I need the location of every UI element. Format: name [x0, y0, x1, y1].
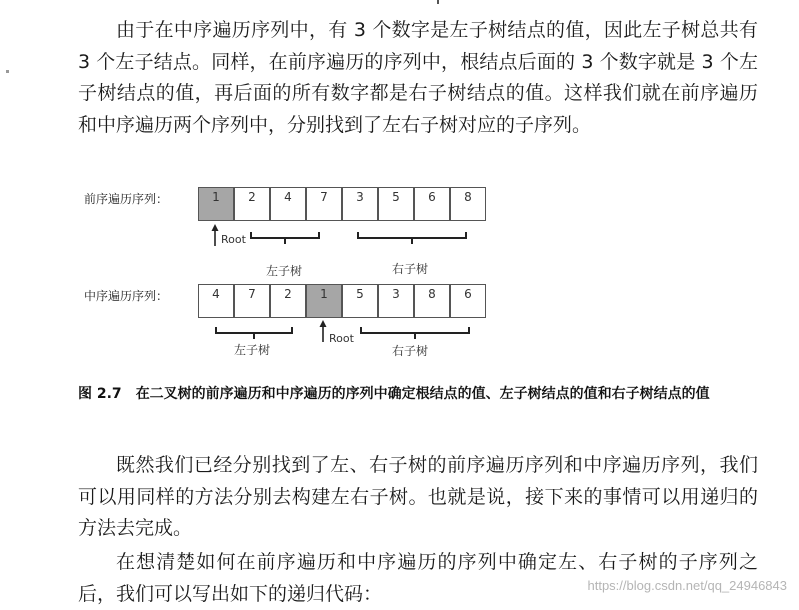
preorder-cell-4: 7 — [306, 187, 342, 221]
preorder-label: 前序遍历序列： — [84, 192, 169, 206]
preorder-right-brace — [357, 232, 467, 239]
inorder-left-brace-tick — [253, 334, 255, 339]
paragraph-recursion: 既然我们已经分别找到了左、右子树的前序遍历序列和中序遍历序列，我们可以用同样的方法分别去构建左右子树。也就是说，接下来的事情可以用递归的方法去完成。 — [78, 454, 758, 539]
figure-caption — [78, 380, 758, 408]
inorder-cell-1: 4 — [198, 284, 234, 318]
inorder-cell-8: 6 — [450, 284, 486, 318]
inorder-left-brace — [215, 327, 293, 334]
inorder-cell-4: 1 — [306, 284, 342, 318]
figure-number: 图 2.7 — [78, 386, 122, 402]
inorder-cell-7: 8 — [414, 284, 450, 318]
inorder-label: 中序遍历序列： — [84, 289, 169, 303]
figure-caption-text: 在二叉树的前序遍历和中序遍历的序列中确定根结点的值、左子树结点的值和右子树结点的值 — [135, 386, 710, 402]
paragraph-code-intro: 在想清楚如何在前序遍历和中序遍历的序列中确定左、右子树的子序列之后，我们可以写出如下的递归代码： — [78, 551, 758, 605]
inorder-cell-5: 5 — [342, 284, 378, 318]
inorder-right-brace-tick — [414, 334, 416, 339]
preorder-left-subtree-label: 左子树 — [266, 264, 303, 278]
preorder-cell-1: 1 — [198, 187, 234, 221]
preorder-cell-8: 8 — [450, 187, 486, 221]
inorder-cell-6: 3 — [378, 284, 414, 318]
preorder-right-brace-tick — [411, 239, 413, 244]
preorder-root-label: Root — [221, 233, 246, 246]
preorder-left-brace — [250, 232, 320, 239]
preorder-cell-6: 5 — [378, 187, 414, 221]
margin-dot — [6, 70, 9, 73]
inorder-cell-3: 2 — [270, 284, 306, 318]
inorder-root-arrow-icon — [318, 320, 328, 342]
preorder-cell-7: 6 — [414, 187, 450, 221]
preorder-root-arrow-icon — [210, 224, 220, 246]
preorder-left-brace-tick — [284, 239, 286, 244]
inorder-cell-2: 7 — [234, 284, 270, 318]
watermark: https://blog.csdn.net/qq_24946843 — [587, 578, 787, 593]
preorder-cell-3: 4 — [270, 187, 306, 221]
page-top-mark — [437, 0, 439, 4]
preorder-cell-5: 3 — [342, 187, 378, 221]
paragraph-subtree-explanation: 由于在中序遍历序列中，有 3 个数字是左子树结点的值，因此左子树总共有 3 个左子结点。同样，在前序遍历的序列中，根结点后面的 3 个数字就是 3 个左子树结点的值，再后面的所有数字都是右子树结点的值。这样我们就在前序遍历和中序遍历两个序列中，分别找到了左右子树对应的子序列。 — [78, 19, 758, 136]
inorder-right-brace — [360, 327, 470, 334]
inorder-left-subtree-label: 左子树 — [234, 343, 271, 357]
preorder-right-subtree-label: 右子树 — [392, 262, 429, 276]
inorder-right-subtree-label: 右子树 — [392, 344, 429, 358]
preorder-cell-2: 2 — [234, 187, 270, 221]
inorder-root-label: Root — [329, 332, 354, 345]
